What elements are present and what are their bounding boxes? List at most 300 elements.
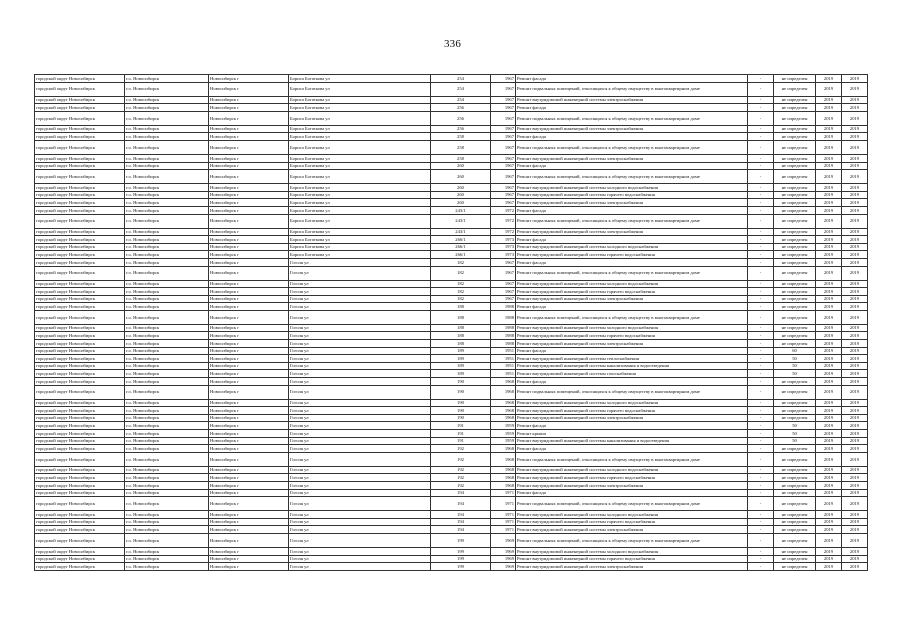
year-built-cell: 1968 — [491, 385, 516, 399]
area-cell: не определен — [774, 489, 816, 497]
district-cell: городской округ Новосибирск — [35, 399, 125, 407]
city-cell: Новосибирск г — [209, 511, 289, 519]
work-type-cell: Ремонт фасада — [516, 258, 748, 266]
dash-cell: - — [748, 288, 774, 296]
start-year-cell: 2019 — [816, 355, 842, 363]
table-row — [35, 430, 868, 438]
start-year-cell: 2019 — [816, 191, 842, 199]
street-cell: Гоголя ул — [289, 518, 431, 526]
dash-cell: - — [748, 125, 774, 133]
start-year-cell: 2019 — [816, 214, 842, 228]
table-row — [35, 111, 868, 125]
start-year-cell: 2019 — [816, 518, 842, 526]
table-row — [35, 511, 868, 519]
area-cell: не определен — [774, 474, 816, 482]
table-row — [35, 310, 868, 324]
settlement-cell: г.о. Новосибирск — [125, 347, 209, 355]
house-number-cell: 182 — [431, 295, 491, 303]
district-cell: городской округ Новосибирск — [35, 236, 125, 244]
house-number-cell: 199 — [431, 555, 491, 563]
end-year-cell: 2019 — [842, 430, 868, 438]
start-year-cell: 2019 — [816, 378, 842, 386]
dash-cell: - — [748, 140, 774, 154]
street-cell: Гоголя ул — [289, 489, 431, 497]
table-row — [35, 162, 868, 170]
city-cell: Новосибирск г — [209, 526, 289, 534]
district-cell: городской округ Новосибирск — [35, 481, 125, 489]
work-type-cell: Ремонт фасада — [516, 162, 748, 170]
area-cell: не определен — [774, 154, 816, 162]
street-cell: Гоголя ул — [289, 497, 431, 511]
house-number-cell: 188 — [431, 340, 491, 348]
settlement-cell: г.о. Новосибирск — [125, 162, 209, 170]
end-year-cell: 2019 — [842, 162, 868, 170]
city-cell: Новосибирск г — [209, 288, 289, 296]
city-cell: Новосибирск г — [209, 206, 289, 214]
work-type-cell: Ремонт внутридомовой инженерной системы электроснабжения — [516, 154, 748, 162]
street-cell: Гоголя ул — [289, 399, 431, 407]
start-year-cell: 2019 — [816, 474, 842, 482]
work-type-cell: Ремонт подвальных помещений, относящихся к общему имуществу в многоквартирном доме — [516, 497, 748, 511]
dash-cell: - — [748, 340, 774, 348]
city-cell: Новосибирск г — [209, 347, 289, 355]
dash-cell: - — [748, 75, 774, 83]
city-cell: Новосибирск г — [209, 430, 289, 438]
settlement-cell: г.о. Новосибирск — [125, 466, 209, 474]
table-row — [35, 280, 868, 288]
settlement-cell: г.о. Новосибирск — [125, 310, 209, 324]
area-cell: не определен — [774, 518, 816, 526]
house-number-cell: 260 — [431, 184, 491, 192]
settlement-cell: г.о. Новосибирск — [125, 497, 209, 511]
dash-cell: - — [748, 399, 774, 407]
work-type-cell: Ремонт внутридомовой инженерной системы канализования и водоотведения — [516, 437, 748, 445]
start-year-cell: 2019 — [816, 162, 842, 170]
settlement-cell: г.о. Новосибирск — [125, 140, 209, 154]
work-type-cell: Ремонт подвальных помещений, относящихся к общему имуществу в многоквартирном доме — [516, 170, 748, 184]
street-cell: Гоголя ул — [289, 258, 431, 266]
street-cell: Бориса Богаткова ул — [289, 214, 431, 228]
district-cell: городской округ Новосибирск — [35, 466, 125, 474]
year-built-cell: 1969 — [491, 555, 516, 563]
district-cell: городской округ Новосибирск — [35, 414, 125, 422]
dash-cell: - — [748, 258, 774, 266]
work-type-cell: Ремонт внутридомовой инженерной системы горячего водоснабжения — [516, 251, 748, 259]
area-cell: не определен — [774, 378, 816, 386]
street-cell: Гоголя ул — [289, 547, 431, 555]
end-year-cell: 2019 — [842, 75, 868, 83]
work-type-cell: Ремонт внутридомовой инженерной системы холодного водоснабжения — [516, 324, 748, 332]
dash-cell: - — [748, 526, 774, 534]
area-cell: не определен — [774, 303, 816, 311]
end-year-cell: 2019 — [842, 497, 868, 511]
year-built-cell: 1967 — [491, 125, 516, 133]
street-cell: Гоголя ул — [289, 407, 431, 415]
settlement-cell: г.о. Новосибирск — [125, 295, 209, 303]
district-cell: городской округ Новосибирск — [35, 340, 125, 348]
house-number-cell: 199 — [431, 533, 491, 547]
area-cell: не определен — [774, 547, 816, 555]
table-row — [35, 437, 868, 445]
district-cell: городской округ Новосибирск — [35, 497, 125, 511]
work-type-cell: Ремонт фасада — [516, 206, 748, 214]
district-cell: городской округ Новосибирск — [35, 378, 125, 386]
house-number-cell: 243/1 — [431, 214, 491, 228]
district-cell: городской округ Новосибирск — [35, 154, 125, 162]
dash-cell: - — [748, 191, 774, 199]
year-built-cell: 1967 — [491, 288, 516, 296]
work-type-cell: Ремонт внутридомовой инженерной системы электроснабжения — [516, 125, 748, 133]
dash-cell: - — [748, 385, 774, 399]
house-number-cell: 194 — [431, 511, 491, 519]
city-cell: Новосибирск г — [209, 104, 289, 112]
dash-cell: - — [748, 563, 774, 571]
table-row — [35, 497, 868, 511]
end-year-cell: 2019 — [842, 243, 868, 251]
start-year-cell: 2019 — [816, 236, 842, 244]
area-cell: не определен — [774, 445, 816, 453]
work-type-cell: Ремонт подвальных помещений, относящихся к общему имуществу в многоквартирном доме — [516, 310, 748, 324]
end-year-cell: 2019 — [842, 154, 868, 162]
dash-cell: - — [748, 214, 774, 228]
settlement-cell: г.о. Новосибирск — [125, 511, 209, 519]
city-cell: Новосибирск г — [209, 266, 289, 280]
end-year-cell: 2019 — [842, 206, 868, 214]
settlement-cell: г.о. Новосибирск — [125, 184, 209, 192]
dash-cell: - — [748, 332, 774, 340]
year-built-cell: 1959 — [491, 422, 516, 430]
start-year-cell: 2019 — [816, 526, 842, 534]
table-row — [35, 133, 868, 141]
year-built-cell: 1967 — [491, 75, 516, 83]
district-cell: городской округ Новосибирск — [35, 140, 125, 154]
table-row — [35, 236, 868, 244]
work-type-cell: Ремонт фасада — [516, 303, 748, 311]
city-cell: Новосибирск г — [209, 75, 289, 83]
city-cell: Новосибирск г — [209, 82, 289, 96]
area-cell: не определен — [774, 332, 816, 340]
city-cell: Новосибирск г — [209, 385, 289, 399]
area-cell: 50 — [774, 430, 816, 438]
street-cell: Гоголя ул — [289, 378, 431, 386]
start-year-cell: 2019 — [816, 340, 842, 348]
street-cell: Гоголя ул — [289, 303, 431, 311]
area-cell: не определен — [774, 511, 816, 519]
table-row — [35, 214, 868, 228]
area-cell: не определен — [774, 111, 816, 125]
dash-cell: - — [748, 533, 774, 547]
start-year-cell: 2019 — [816, 324, 842, 332]
street-cell: Гоголя ул — [289, 355, 431, 363]
year-built-cell: 1988 — [491, 324, 516, 332]
dash-cell: - — [748, 266, 774, 280]
work-type-cell: Ремонт подвальных помещений, относящихся к общему имуществу в многоквартирном доме — [516, 452, 748, 466]
dash-cell: - — [748, 497, 774, 511]
start-year-cell: 2019 — [816, 555, 842, 563]
house-number-cell: 182 — [431, 258, 491, 266]
street-cell: Гоголя ул — [289, 340, 431, 348]
table-row — [35, 422, 868, 430]
end-year-cell: 2019 — [842, 295, 868, 303]
end-year-cell: 2019 — [842, 533, 868, 547]
table-row — [35, 243, 868, 251]
start-year-cell: 2019 — [816, 445, 842, 453]
street-cell: Гоголя ул — [289, 295, 431, 303]
area-cell: не определен — [774, 140, 816, 154]
area-cell: не определен — [774, 324, 816, 332]
district-cell: городской округ Новосибирск — [35, 258, 125, 266]
settlement-cell: г.о. Новосибирск — [125, 324, 209, 332]
area-cell: не определен — [774, 236, 816, 244]
work-type-cell: Ремонт внутридомовой инженерной системы горячего водоснабжения — [516, 474, 748, 482]
area-cell: не определен — [774, 385, 816, 399]
area-cell: не определен — [774, 75, 816, 83]
work-type-cell: Ремонт внутридомовой инженерной системы электроснабжения — [516, 563, 748, 571]
dash-cell: - — [748, 555, 774, 563]
year-built-cell: 1967 — [491, 258, 516, 266]
house-number-cell: 194 — [431, 497, 491, 511]
start-year-cell: 2019 — [816, 280, 842, 288]
settlement-cell: г.о. Новосибирск — [125, 489, 209, 497]
start-year-cell: 2019 — [816, 430, 842, 438]
area-cell: не определен — [774, 199, 816, 207]
settlement-cell: г.о. Новосибирск — [125, 125, 209, 133]
house-number-cell: 243/1 — [431, 228, 491, 236]
year-built-cell: 1968 — [491, 407, 516, 415]
area-cell: не определен — [774, 133, 816, 141]
work-type-cell: Ремонт внутридомовой инженерной системы электроснабжения — [516, 96, 748, 104]
district-cell: городской округ Новосибирск — [35, 547, 125, 555]
dash-cell: - — [748, 481, 774, 489]
street-cell: Бориса Богаткова ул — [289, 96, 431, 104]
settlement-cell: г.о. Новосибирск — [125, 407, 209, 415]
dash-cell: - — [748, 452, 774, 466]
dash-cell: - — [748, 206, 774, 214]
city-cell: Новосибирск г — [209, 133, 289, 141]
year-built-cell: 1967 — [491, 162, 516, 170]
street-cell: Бориса Богаткова ул — [289, 170, 431, 184]
dash-cell: - — [748, 310, 774, 324]
work-type-cell: Ремонт фасада — [516, 489, 748, 497]
table-row — [35, 140, 868, 154]
start-year-cell: 2019 — [816, 399, 842, 407]
district-cell: городской округ Новосибирск — [35, 104, 125, 112]
house-number-cell: 191 — [431, 430, 491, 438]
area-cell: не определен — [774, 533, 816, 547]
house-number-cell: 260 — [431, 191, 491, 199]
city-cell: Новосибирск г — [209, 199, 289, 207]
start-year-cell: 2019 — [816, 547, 842, 555]
district-cell: городской округ Новосибирск — [35, 310, 125, 324]
house-number-cell: 254 — [431, 75, 491, 83]
house-number-cell: 190 — [431, 385, 491, 399]
district-cell: городской округ Новосибирск — [35, 96, 125, 104]
table-row — [35, 385, 868, 399]
table-row — [35, 251, 868, 259]
area-cell: не определен — [774, 563, 816, 571]
year-built-cell: 1988 — [491, 332, 516, 340]
street-cell: Гоголя ул — [289, 555, 431, 563]
work-type-cell: Ремонт внутридомовой инженерной системы горячего водоснабжения — [516, 555, 748, 563]
end-year-cell: 2019 — [842, 340, 868, 348]
area-cell: не определен — [774, 288, 816, 296]
street-cell: Гоголя ул — [289, 280, 431, 288]
settlement-cell: г.о. Новосибирск — [125, 104, 209, 112]
end-year-cell: 2019 — [842, 133, 868, 141]
start-year-cell: 2019 — [816, 243, 842, 251]
table-row — [35, 75, 868, 83]
start-year-cell: 2019 — [816, 96, 842, 104]
work-type-cell: Ремонт подвальных помещений, относящихся к общему имуществу в многоквартирном доме — [516, 214, 748, 228]
table-row — [35, 324, 868, 332]
settlement-cell: г.о. Новосибирск — [125, 214, 209, 228]
work-type-cell: Ремонт внутридомовой инженерной системы теплоснабжения — [516, 355, 748, 363]
street-cell: Бориса Богаткова ул — [289, 133, 431, 141]
table-row — [35, 355, 868, 363]
year-built-cell: 1973 — [491, 243, 516, 251]
district-cell: городской округ Новосибирск — [35, 445, 125, 453]
start-year-cell: 2019 — [816, 452, 842, 466]
street-cell: Бориса Богаткова ул — [289, 236, 431, 244]
area-cell: не определен — [774, 258, 816, 266]
district-cell: городской округ Новосибирск — [35, 280, 125, 288]
table-row — [35, 474, 868, 482]
start-year-cell: 2019 — [816, 111, 842, 125]
district-cell: городской округ Новосибирск — [35, 355, 125, 363]
city-cell: Новосибирск г — [209, 518, 289, 526]
settlement-cell: г.о. Новосибирск — [125, 111, 209, 125]
district-cell: городской округ Новосибирск — [35, 214, 125, 228]
table-row — [35, 466, 868, 474]
settlement-cell: г.о. Новосибирск — [125, 474, 209, 482]
year-built-cell: 1969 — [491, 547, 516, 555]
work-type-cell: Ремонт внутридомовой инженерной системы холодного водоснабжения — [516, 280, 748, 288]
start-year-cell: 2019 — [816, 288, 842, 296]
work-type-cell: Ремонт фасада — [516, 75, 748, 83]
settlement-cell: г.о. Новосибирск — [125, 437, 209, 445]
street-cell: Бориса Богаткова ул — [289, 206, 431, 214]
area-cell: не определен — [774, 125, 816, 133]
city-cell: Новосибирск г — [209, 96, 289, 104]
house-number-cell: 258 — [431, 154, 491, 162]
city-cell: Новосибирск г — [209, 497, 289, 511]
year-built-cell: 1969 — [491, 563, 516, 571]
end-year-cell: 2019 — [842, 332, 868, 340]
dash-cell: - — [748, 474, 774, 482]
street-cell: Гоголя ул — [289, 474, 431, 482]
end-year-cell: 2019 — [842, 228, 868, 236]
settlement-cell: г.о. Новосибирск — [125, 563, 209, 571]
area-cell: не определен — [774, 206, 816, 214]
area-cell: не определен — [774, 407, 816, 415]
house-number-cell: 188 — [431, 310, 491, 324]
start-year-cell: 2019 — [816, 125, 842, 133]
table-row — [35, 191, 868, 199]
table-row — [35, 399, 868, 407]
year-built-cell: 1973 — [491, 251, 516, 259]
table-row — [35, 563, 868, 571]
city-cell: Новосибирск г — [209, 303, 289, 311]
area-cell: не определен — [774, 191, 816, 199]
area-cell: не определен — [774, 251, 816, 259]
end-year-cell: 2019 — [842, 407, 868, 415]
settlement-cell: г.о. Новосибирск — [125, 82, 209, 96]
table-row — [35, 206, 868, 214]
end-year-cell: 2019 — [842, 184, 868, 192]
table-row — [35, 489, 868, 497]
dash-cell: - — [748, 324, 774, 332]
district-cell: городской округ Новосибирск — [35, 303, 125, 311]
table-row — [35, 199, 868, 207]
dash-cell: - — [748, 547, 774, 555]
end-year-cell: 2019 — [842, 310, 868, 324]
table-row — [35, 288, 868, 296]
start-year-cell: 2019 — [816, 104, 842, 112]
year-built-cell: 1967 — [491, 154, 516, 162]
city-cell: Новосибирск г — [209, 452, 289, 466]
year-built-cell: 1951 — [491, 347, 516, 355]
end-year-cell: 2019 — [842, 266, 868, 280]
end-year-cell: 2019 — [842, 489, 868, 497]
house-number-cell: 256 — [431, 104, 491, 112]
dash-cell: - — [748, 199, 774, 207]
house-number-cell: 191 — [431, 422, 491, 430]
table-row — [35, 154, 868, 162]
table-row — [35, 295, 868, 303]
dash-cell: - — [748, 82, 774, 96]
house-number-cell: 189 — [431, 370, 491, 378]
end-year-cell: 2019 — [842, 303, 868, 311]
end-year-cell: 2019 — [842, 563, 868, 571]
end-year-cell: 2019 — [842, 251, 868, 259]
dash-cell: - — [748, 489, 774, 497]
table-row — [35, 266, 868, 280]
start-year-cell: 2019 — [816, 170, 842, 184]
street-cell: Бориса Богаткова ул — [289, 162, 431, 170]
district-cell: городской округ Новосибирск — [35, 489, 125, 497]
area-cell: 50 — [774, 437, 816, 445]
year-built-cell: 1972 — [491, 206, 516, 214]
house-number-cell: 190 — [431, 407, 491, 415]
house-number-cell: 258 — [431, 133, 491, 141]
district-cell: городской округ Новосибирск — [35, 111, 125, 125]
settlement-cell: г.о. Новосибирск — [125, 555, 209, 563]
settlement-cell: г.о. Новосибирск — [125, 258, 209, 266]
city-cell: Новосибирск г — [209, 280, 289, 288]
area-cell: не определен — [774, 96, 816, 104]
table-row — [35, 445, 868, 453]
street-cell: Гоголя ул — [289, 445, 431, 453]
start-year-cell: 2019 — [816, 82, 842, 96]
end-year-cell: 2019 — [842, 547, 868, 555]
street-cell: Гоголя ул — [289, 414, 431, 422]
street-cell: Гоголя ул — [289, 266, 431, 280]
dash-cell: - — [748, 162, 774, 170]
start-year-cell: 2019 — [816, 140, 842, 154]
work-type-cell: Ремонт подвальных помещений, относящихся к общему имуществу в многоквартирном доме — [516, 533, 748, 547]
district-cell: городской округ Новосибирск — [35, 206, 125, 214]
area-cell: не определен — [774, 170, 816, 184]
house-number-cell: 192 — [431, 481, 491, 489]
house-number-cell: 199 — [431, 547, 491, 555]
house-number-cell: 266/1 — [431, 243, 491, 251]
end-year-cell: 2019 — [842, 378, 868, 386]
street-cell: Гоголя ул — [289, 437, 431, 445]
street-cell: Бориса Богаткова ул — [289, 228, 431, 236]
end-year-cell: 2019 — [842, 466, 868, 474]
settlement-cell: г.о. Новосибирск — [125, 170, 209, 184]
district-cell: городской округ Новосибирск — [35, 526, 125, 534]
